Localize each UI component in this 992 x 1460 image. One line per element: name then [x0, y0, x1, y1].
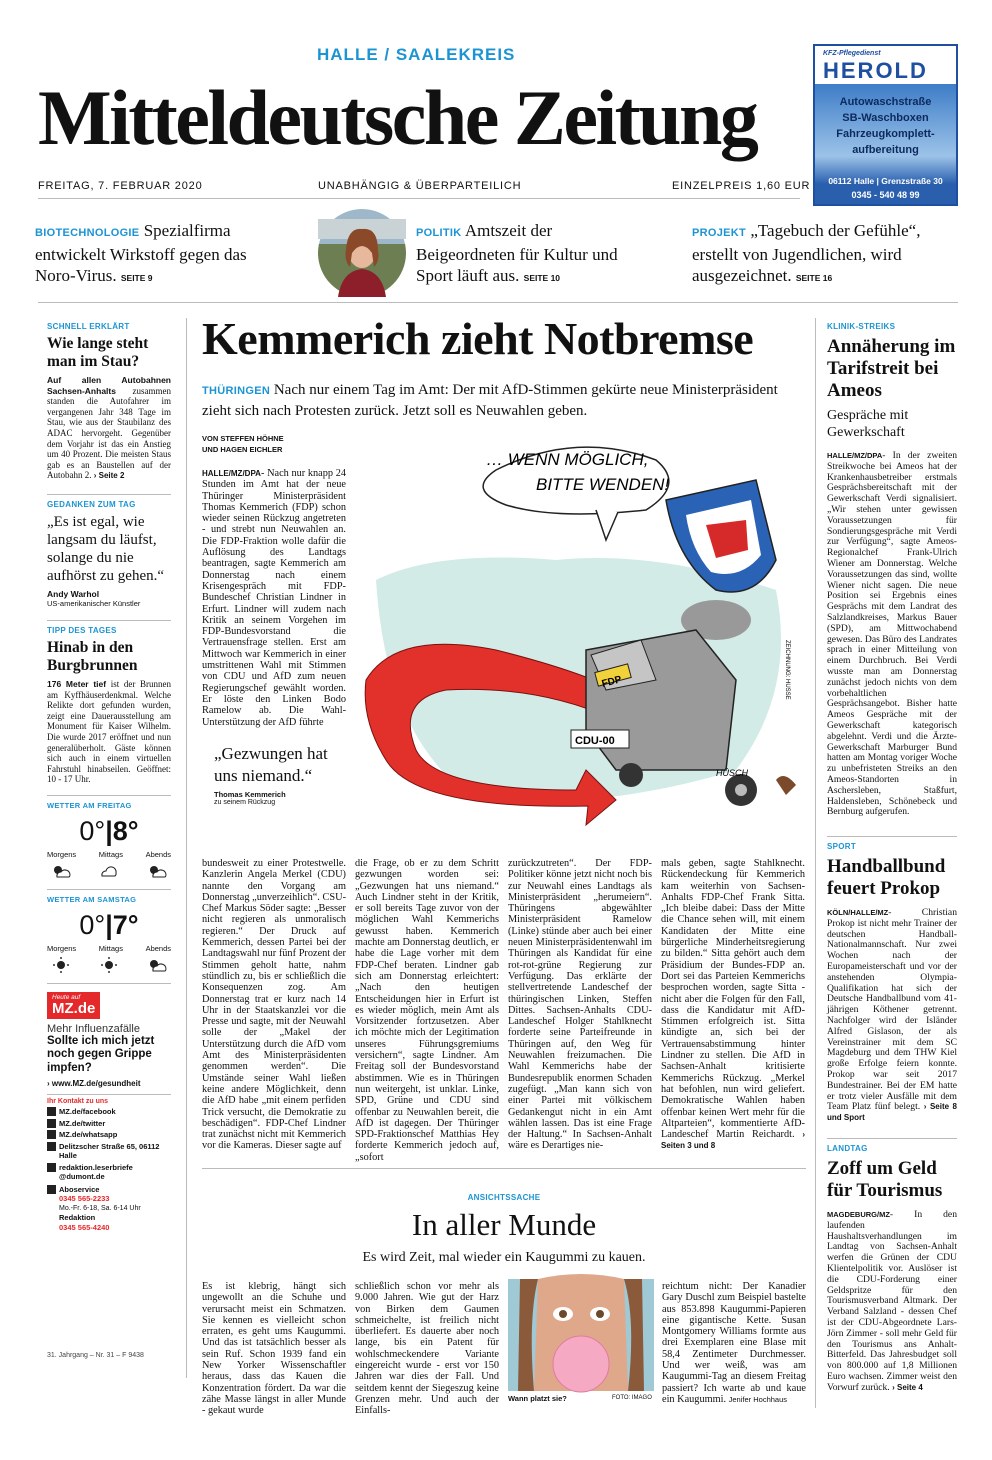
- section-body: [827, 451, 957, 818]
- dateline: KÖLN/HALLE/MZ: [827, 908, 889, 918]
- article-column-3: zurückzutreten“. Der FDP-Politiker könne jetzt nicht noch bis zur Neuwahl eines Landtags als Ministerpräsident „herumeiern“. Thüringens abgewählter Ministerpräsident Ramelow (Linke) stünde aber auch bei einer neuen Ministerpräsidentenwahl im Thüringen als Kandidat für eine rot-rot-grüne Regierung zur Verfügung. Das erklärte der stellvertretende Landeschef der thüringischen Linken, Steffen Dittes. Sachsen-Anhalts CDU-Landeschef Holger Stahlknecht forderte seine Parteifreunde in Thüringen auf, den Weg für Neuwahlen freizumachen. Die Wahl Kemmerichs habe der Bundesrepublik enormen Schaden zugefügt. „Man kann sich von einer Partei mit völkischem Gedankengut nicht in ein Amt wählen lassen. Das ist eine Frage der Haltung.“ In Sachsen-Anhalt wäre es Derartiges nie-: [508, 858, 652, 1152]
- section-headline: Zoff um Geld für Tourismus: [827, 1158, 943, 1202]
- section-headline: Hinab in den Burgbrunnen: [47, 638, 138, 674]
- quote-of-day: „Es ist egal, wie langsam du läufst, solange du nie aufhörst zu gehen.“: [47, 513, 165, 584]
- main-subheadline: [202, 380, 802, 421]
- pull-quote: [214, 743, 344, 806]
- contact-mail[interactable]: [47, 1163, 171, 1182]
- section-body: [827, 908, 957, 1124]
- main-lead-text: - Nach nur knapp 24 Stunden im Amt hat der neue Thüringer Ministerpräsident Thomas Kemmerich (FDP) schon wieder seinen Rückzug angetreten - und strebt nun Neuwahlen an. Die FDP-Fraktion wolle dafür die Auflösung des Landtags beantragen, sagte Kemmerich am Donnerstag nach einem Krisengespräch mit FDP-Bundeschef Christian Lindner in Erfurt. Lindner will zudem nach Kritik an seinem Vorgehen im FDP-Bundesvorstand die Vertrauensfrage stellen. Erst am Mittwoch war Kemmerich in einer umstrittenen Wahl mit Stimmen von CDU und AfD zum neuen Regierungschef gewählt worden. Er löste den Linken Bodo Ramelow ab. Die Wahl-Unterstützung der AfD führte: [202, 468, 346, 728]
- pull-quote-role: zu seinem Rückzug: [214, 799, 276, 806]
- page-ref: › Seite 4: [892, 1382, 923, 1392]
- abo-hours: Mo.-Fr. 6-18, Sa. 6-14 Uhr: [59, 1204, 141, 1212]
- page-ref: › Seite 8 und Sport: [827, 1102, 957, 1123]
- article-column-1: bundesweit zu einer Protestwelle. Kanzlerin Angela Merkel (CDU) nannte den Vorgang am Donnerstag „unverzeihlich“. CSU-Chef Markus Söder sagte: „Besser nicht regieren als unmoralisch regieren.“ Der Druck auf Kemmerich, dessen Partei bei der Landtagswahl nur fünf Prozent der Stimmen geholt hatte, nahm stündlich zu, bis er schließlich die Konsequenzen zog. Am Donnerstag trat er kurz nach 14 Uhr in der Staatskanzlei vor die Presse und sagte, mit der Neuwahl solle der „Makel der Unterstützung durch die AfD vom Amt des Ministerpräsidenten genommen werden“. Die Umstände seiner Wahl ließen keine andere Möglichkeit, denn die AfD habe „mit einem perfiden Trick versucht, die Demokratie zu beschädigen“. FDP-Chef Lindner trat zunächst nicht mit Kemmerich vor die Kameras. Dieser sagte auf: [202, 858, 346, 1152]
- article-column-4: [661, 858, 805, 1152]
- teaser-text: Amtszeit der Beigeordneten für Kultur und Sport läuft aus.: [416, 221, 618, 285]
- redaktion-phone: 0345 565-4240: [59, 1222, 110, 1232]
- issue-footer: 31. Jahrgang – Nr. 31 – F 9438: [47, 1352, 144, 1359]
- teaser-projekt[interactable]: [692, 220, 960, 289]
- cartoon-fdp-sign: FDP: [600, 674, 623, 690]
- sun-cloud-icon: [147, 863, 167, 879]
- issue-date: FREITAG, 7. FEBRUAR 2020: [38, 180, 203, 192]
- temp-low: 0°: [79, 909, 106, 940]
- teaser-text: Spezialfirma entwickelt Wirkstoff gegen das Noro-Virus.: [35, 221, 247, 285]
- section-kicker: TIPP DES TAGES: [47, 625, 117, 635]
- byline: [202, 433, 284, 455]
- cartoon-text-1: … WENN MÖGLICH,: [486, 450, 649, 469]
- page-ref: SEITE 10: [523, 273, 561, 283]
- weather-label: Morgens: [47, 943, 77, 953]
- cloud-icon: [99, 863, 119, 879]
- mail-icon: [47, 1163, 56, 1172]
- weather-label: Mittags: [98, 943, 123, 953]
- temp-high: 7°: [112, 909, 139, 940]
- page-ref: SEITE 9: [120, 273, 153, 283]
- bubblegum-photo: [508, 1279, 654, 1391]
- ad-brand: HEROLD: [823, 58, 928, 83]
- section-kicker: SCHNELL ERKLÄRT: [47, 322, 130, 331]
- page-ref: SEITE 16: [795, 273, 833, 283]
- teaser-kicker: PROJEKT: [692, 227, 747, 239]
- ad-line: SB-Waschboxen: [842, 112, 929, 124]
- cartoon: [356, 440, 806, 840]
- left-column: [47, 322, 171, 1232]
- weather-label: Abends: [145, 943, 171, 953]
- temp-high: 8°: [112, 815, 139, 846]
- article-column-4-text: mals geben, sagte Stahlknecht. Rückendeckung für Kemmerich kam weiterhin von Sachsen-Anhalts FDP-Chef Frank Sitta. „Ich bleibe dabei: Dass der Mitte die Chance sehen will, mit einem Kandidaten der Mitte eine bürgerliche Minderheitsregierung zu bilden.“ Sitta gehört auch dem Präsidium der Bundes-FDP an. Dort sei das Parteien Kemmerichs besprochen worden, sagte Sitta - nicht aber die Folgen für den Fall, dass die Kandidatur mit AfD-Stimmen erfolgreich ist. Sitta kündigte an, sich bei der Vertrauensabstimmung hinter Lindner zu stellen. Die AfD in Sachsen-Anhalt kritisierte Kemmerichs Rückzug. „Merkel hat befohlen, nun wird geliefert. Demokratische Wahlen haben offenbar keinen Wert mehr für die Altparteien“, kommentierte AfD-Landeschef Martin Reichardt.: [661, 858, 805, 1141]
- mz-tag: Heute auf: [52, 993, 81, 1001]
- whatsapp-icon: [47, 1130, 56, 1139]
- opinion-sub: Es wird Zeit, mal wieder ein Kaugummi zu kauen.: [362, 1250, 646, 1265]
- newspaper-title: Mitteldeutsche Zeitung: [38, 74, 757, 161]
- weather-labels: [47, 850, 171, 859]
- dateline: MAGDEBURG/MZ: [827, 1210, 890, 1220]
- contact-text: Delitzscher Straße 65, 06112 Halle: [59, 1141, 160, 1161]
- mz-line2: Sollte ich mich jetzt noch gegen Grippe impfen?: [47, 1034, 155, 1074]
- section-headline: Handballbund feuert Prokop: [827, 856, 946, 900]
- weather-icons: [47, 957, 171, 973]
- contact-whatsapp[interactable]: [47, 1130, 171, 1140]
- section-kicker: SPORT: [827, 842, 857, 852]
- cartoon-credit: ZEICHNUNG: HUSSE: [784, 640, 790, 700]
- portrait-image: [318, 209, 406, 297]
- main-kicker: THÜRINGEN: [202, 385, 271, 397]
- advertisement[interactable]: [813, 44, 958, 206]
- teaser-kicker: POLITIK: [416, 227, 462, 239]
- abo-phone: 0345 565-2233: [59, 1194, 110, 1204]
- page-ref: › Seite 2: [93, 471, 125, 481]
- teaser-text: „Tagebuch der Gefühle“, erstellt von Jugendlichen, wird ausgezeichnet.: [692, 221, 921, 285]
- quote-author: Andy Warhol: [47, 588, 100, 599]
- section-body: [47, 375, 171, 482]
- contact-text: MZ.de/twitter: [59, 1118, 106, 1128]
- weather-icons: [47, 863, 171, 879]
- section-headline: Wie lange steht man im Stau?: [47, 335, 149, 370]
- bubblegum-image: [508, 1279, 654, 1391]
- page-ref: › Seiten 3 und 8: [661, 1130, 805, 1151]
- section-text: - In den laufenden Haushaltsverhandlungen im Landtag von Sachsen-Anhalt werfen die Grünen der CDU Klientelpolitik vor. Auslöser ist die CDU-Forderung einer Geldspritze für den Tourismusverband Altmark. Der Verband Salzland - dessen Chef ist der CDU-Abgeordnete Lars-Jörn Zimmer - soll mehr Geld für den Tourismus ans Anhalt-Bitterfeld. Das Jahresbudget soll von 800.000 auf 1,8 Millionen Euro wachsen. Zimmer weist den Vorwurf zurück.: [827, 1209, 957, 1393]
- weather-kicker: WETTER AM SAMSTAG: [47, 894, 137, 904]
- facebook-icon: [47, 1107, 56, 1116]
- article-column-2: die Frage, ob er zu dem Schritt gezwungen worden sei: „Gezwungen hat uns niemand.“ Auch Lindner steht in der Kritik, er soll bereits Tage zuvor von der möglichen Wahl Kemmerichs gewusst haben. Kemmerich machte am Donnerstag deutlich, er habe die Lage vorher mit dem FDP-Chef beraten. Lindner gab sich am Donnerstag erleichtert: „Nach den heutigen Entscheidungen hier in Erfurt ist es wieder möglich, mein Amt als Vorsitzender fortzusetzen. Aber ich möchte mich der Legitimation unseres Führungsgremiums versichern“, sagte Lindner. Am Freitag soll der Bundesvorstand abstimmen. Wie es in Thüringen nun weitergeht, ist unklar. Linke, SPD, Grüne und CDU sind offenbar zu Neuwahlen bereit, die AfD ist dagegen. Der Thüringer SPD-Fraktionschef Matthias Hey forderte Kemmerich jedoch auf, „sofort: [355, 858, 499, 1163]
- ad-line: Autowaschstraße: [839, 96, 932, 108]
- weather-kicker: WETTER AM FREITAG: [47, 800, 132, 810]
- dateline: HALLE/MZ/DPA: [827, 451, 883, 460]
- redaktion-label: Redaktion: [59, 1213, 96, 1223]
- phone-icon: [47, 1185, 56, 1194]
- contact-address: [47, 1142, 171, 1161]
- region-label: HALLE / SAALEKREIS: [317, 45, 516, 64]
- section-text: - In der zweiten Streikwoche bei Ameos hat der Krankenhausbetreiber erstmals Gesprächsbereitschaft mit der Gewerkschaft Verdi signalisiert. „Wir stehen unter gewissen Voraussetzungen für Sondierungsgespräche mit Verdi zur Verfügung“, sagte Ameos-Regionalchef Frank-Ulrich Wiener am Donnerstag. Welche Voraussetzungen das sind, wollte Wiener nicht sagen. Die neue Position sei Ergebnis eines Gesprächs mit dem Landrat des Salzlandkreises, Markus Bauer (SPD), am Mittwochabend gewesen. Das Büro des Landrates sprach in einer Mitteilung von einem Durchbruch. Bei Verdi wusste man am Donnerstag zunächst jedoch nichts von dem vorbehaltlichen Gesprächsangebot. Bisher hatte Ameos Gespräche mit der Gewerkschaft kategorisch abgelehnt. Verdi und die Ärzte-Gewerkschaft Marburger Bund hatten am Montag voriger Woche zu unbefristeten Streiks an den Ameos-Standorten in Aschersleben, Staßfurt, Haldensleben, Schönebeck und Bernburg aufgerufen.: [827, 450, 957, 818]
- opinion-headline: In aller Munde: [411, 1207, 597, 1242]
- section-text: zusammen standen die Autofahrer im vergangenen Jahr 348 Tage im Stau, wie aus der Staubilanz des ADAC hervorgeht. Gegenüber dem Vorjahr ist das ein Anstieg um 40 Prozent. Die meisten Staus gab es an Baustellen auf der Autobahn 2.: [47, 385, 171, 481]
- right-column: [827, 322, 957, 1394]
- section-headline: Annäherung im Tarifstreit bei Ameos: [827, 336, 956, 401]
- abo-label: Aboservice: [59, 1184, 100, 1194]
- ad-address: 06112 Halle | Grenzstraße 30: [828, 176, 943, 186]
- opinion-author: Jenifer Hochhaus: [728, 1394, 788, 1404]
- byline-2: UND HAGEN EICHLER: [202, 445, 283, 454]
- contact-twitter[interactable]: [47, 1119, 171, 1129]
- twitter-icon: [47, 1119, 56, 1128]
- sun-icon: [51, 957, 71, 973]
- ad-line: aufbereitung: [852, 144, 919, 156]
- location-icon: [47, 1142, 56, 1151]
- dateline: HALLE/MZ/DPA: [202, 469, 261, 478]
- opinion-column-3-text: reichtum nicht: Der Kanadier Gary Duschl zum Beispiel bastelte aus 853.898 Kaugummi-Papieren eine gigantische Kette. Susan Montgomery Williams formte aus drei Exemplaren eine Blase mit 58,4 Zentimeter Durchmesser. Und wer weiß, was am Kaugummi-Tag an diesem Freitag passiert? Ich warte ab und kaue ein Kaugummi.: [662, 1281, 806, 1405]
- section-kicker: LANDTAG: [827, 1144, 868, 1154]
- sun-icon: [99, 957, 119, 973]
- portrait-photo: [318, 209, 406, 297]
- section-lead: Auf allen Autobahnen Sachsen-Anhalts: [47, 375, 171, 396]
- contact-heading: Ihr Kontakt zu uns: [47, 1094, 171, 1105]
- ad-line: Fahrzeugkomplett-: [836, 128, 935, 140]
- section-text: - Christian Prokop ist nicht mehr Trainer der deutschen Handball-Nationalmannschaft. Nur zwei Wochen nach der Europameisterschaft und vor der anstehenden Olympia-Qualifikation hat sich der Deutsche Handballbund vom 41-jährigen Köthener getrennt. Nachfolger wird der Isländer Alfred Gislason, der als Vereinstrainer mit dem SC Magdeburg und dem THW Kiel große Erfolge feiern konnte. Prokop war seit 2017 Bundestrainer. Bei der EM hatte er trotz vieler Ausfälle mit dem Team Platz fünf belegt.: [827, 907, 957, 1113]
- cartoon-text-2: BITTE WENDEN!: [536, 475, 670, 494]
- main-headline: Kemmerich zieht Notbremse: [202, 313, 754, 364]
- mz-logo: MZ.de: [52, 999, 96, 1017]
- byline-1: VON STEFFEN HÖHNE: [202, 434, 284, 443]
- teaser-kicker: BIOTECHNOLOGIE: [35, 227, 140, 239]
- section-kicker: KLINIK-STREIKS: [827, 322, 896, 331]
- cartoon-license-plate: CDU-00: [575, 735, 615, 747]
- ad-small-label: KFZ-Pflegedienst: [823, 50, 881, 57]
- section-text: ist der Brunnen am Kyffhäuserdenkmal. Welche Relikte dort gefunden wurden, zeigt eine Dauerausstellung am Monument für Kaiser Wilhelm. Die wurde 2017 eröffnet und nun generalüberholt. Gäste können sich auch in einem virtuellen Fahrstuhl hinabseilen. Geöffnet: 10 - 17 Uhr.: [47, 678, 171, 785]
- cartoon-drawing: [356, 440, 806, 840]
- pull-quote-author: Thomas Kemmerich: [214, 790, 286, 799]
- mz-promo[interactable]: [47, 992, 100, 1019]
- weather-label: Morgens: [47, 849, 77, 859]
- ad-phone: 0345 - 540 48 99: [851, 190, 920, 200]
- pull-quote-text: „Gezwungen hat uns niemand.“: [214, 744, 328, 785]
- sun-cloud-icon: [51, 863, 71, 879]
- quote-role: US-amerikanischer Künstler: [47, 598, 141, 608]
- weather-label: Mittags: [98, 849, 123, 859]
- main-sub-text: Nach nur einem Tag im Amt: Der mit AfD-Stimmen gekürte neue Ministerpräsident zieht sich nach Protesten zurück. Jetzt soll es Neuwahlen geben.: [202, 382, 778, 419]
- opinion-kicker: ANSICHTSSACHE: [467, 1193, 541, 1202]
- ad-services: [815, 94, 956, 158]
- section-body: [47, 679, 171, 785]
- mz-line1: Mehr Influenzafälle: [47, 1022, 140, 1035]
- weather-label: Abends: [145, 849, 171, 859]
- weather-temps: 0°|8°: [79, 815, 139, 846]
- section-kicker: GEDANKEN ZUM TAG: [47, 499, 136, 509]
- masthead-claim: UNABHÄNGIG & ÜBERPARTEILICH: [318, 180, 522, 192]
- opinion-column-2: schließlich schon vor mehr als 9.000 Jahren. Wie gut der Harz von Birken dem Gaumen schmeichelte, ist freilich nicht überliefert. Es dauerte aber noch lange, bis ein Patent für wohlschmeckendere Variante eingereicht wurde - erst vor 150 Jahren war dies der Fall. Und seitdem kennt der Siegeszug keine Grenzen mehr. Und auch der Einfalls-: [355, 1281, 499, 1417]
- contact-list: [47, 1107, 171, 1232]
- contact-text: redaktion.leserbriefe @dumont.de: [59, 1162, 133, 1182]
- contact-facebook[interactable]: [47, 1107, 171, 1117]
- section-lead: 176 Meter tief: [47, 678, 107, 689]
- photo-credit: FOTO: IMAGO: [612, 1395, 652, 1401]
- opinion-column-1: Es ist klebrig, hängt sich ungewollt an die Schuhe und verursacht meist ein Schmatzen. Sie kennen es vielleicht schon erraten, es geht ums Kaugummi. Und das ist tatsächlich besser als sein Ruf. Schon 1939 fand ein New Yorker Wissenschaftler heraus, dass das Kauen die Konzentration fördert. Da war die zähe Masse längst in aller Munde - gekaut wurde: [202, 1281, 346, 1417]
- contact-text: MZ.de/facebook: [59, 1107, 116, 1117]
- contact-abo: [47, 1185, 171, 1233]
- sun-cloud-icon: [147, 957, 167, 973]
- contact-text: MZ.de/whatsapp: [59, 1130, 118, 1140]
- weather-temps: 0°|7°: [79, 909, 139, 940]
- opinion-column-3: [662, 1281, 806, 1407]
- teaser-biotech[interactable]: [35, 220, 275, 289]
- teaser-politik[interactable]: [416, 220, 631, 289]
- mz-url[interactable]: › www.MZ.de/gesundheit: [47, 1079, 141, 1089]
- section-sub: Gespräche mit Gewerkschaft: [827, 408, 909, 440]
- section-body: [827, 1210, 957, 1394]
- cartoon-signature: HÜSCH: [716, 768, 749, 778]
- photo-caption: Wann platzt sie?: [508, 1394, 567, 1403]
- issue-price: EINZELPREIS 1,60 EUR: [672, 180, 811, 192]
- main-lead-column: [202, 468, 346, 728]
- temp-low: 0°: [79, 815, 106, 846]
- weather-labels: [47, 944, 171, 953]
